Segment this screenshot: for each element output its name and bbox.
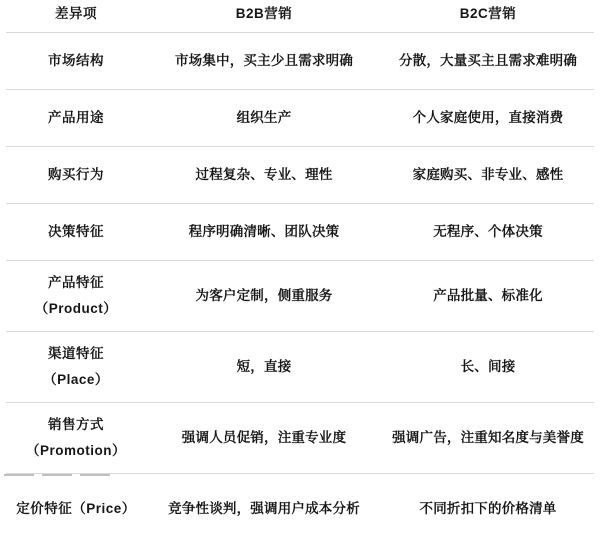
- row-divider: [0, 398, 600, 407]
- divider-line: [0, 85, 600, 94]
- column-header-b2b: B2B营销: [235, 6, 293, 21]
- column-header-b2c: B2C营销: [459, 6, 517, 21]
- footer-dashes: [0, 468, 600, 482]
- row-divider: [0, 327, 600, 336]
- row-b2b-value: 程序明确清晰、团队决策: [188, 223, 340, 239]
- row-b2c-value: 不同折扣下的价格清单: [419, 500, 557, 516]
- dash-mark: [4, 474, 34, 476]
- divider-line: [0, 256, 600, 265]
- row-label: 市场结构: [48, 52, 104, 68]
- row-b2b-value: 市场集中，买主少且需求明确: [174, 52, 354, 68]
- row-divider: [0, 28, 600, 37]
- row-label-sub: （Promotion）: [26, 442, 126, 458]
- table-row: [0, 151, 600, 199]
- row-label: [0, 265, 152, 327]
- row-divider: [0, 85, 600, 94]
- table-row: [0, 208, 600, 256]
- row-b2c-value: 产品批量、标准化: [433, 287, 543, 303]
- row-label: [0, 407, 152, 469]
- row-b2c-value: 个人家庭使用，直接消费: [412, 109, 564, 125]
- table-row: [0, 407, 600, 469]
- row-label: 定价特征（Price）: [16, 500, 136, 516]
- dash-mark: [80, 474, 110, 476]
- row-b2c-value: 分散，大量买主且需求难明确: [398, 52, 578, 68]
- table-header: [0, 0, 600, 28]
- divider-line: [0, 199, 600, 208]
- divider-line: [0, 28, 600, 37]
- row-b2c-value: 家庭购买、非专业、感性: [412, 166, 564, 182]
- row-b2b-value: 短，直接: [236, 358, 292, 374]
- row-label: [0, 336, 152, 398]
- row-b2c-value: 强调广告，注重知名度与美誉度: [392, 429, 584, 445]
- row-label-sub: （Place）: [43, 371, 109, 387]
- table-row: [0, 94, 600, 142]
- table-row: [0, 336, 600, 398]
- row-divider: [0, 256, 600, 265]
- row-label-main: 销售方式: [48, 417, 104, 432]
- row-b2c-value: 无程序、个体决策: [433, 223, 543, 239]
- row-label: 购买行为: [48, 166, 104, 182]
- dash-mark: [42, 474, 72, 476]
- row-label-sub: （Product）: [34, 300, 118, 316]
- row-b2b-value: 为客户定制，侧重服务: [195, 287, 333, 303]
- table-body: [0, 28, 600, 540]
- divider-line: [0, 398, 600, 407]
- divider-line: [0, 327, 600, 336]
- row-b2b-value: 过程复杂、专业、理性: [195, 166, 333, 182]
- column-header-difference: 差异项: [55, 6, 97, 21]
- row-divider: [0, 142, 600, 151]
- row-divider: [0, 199, 600, 208]
- row-b2b-value: 组织生产: [236, 109, 292, 125]
- row-label: 决策特征: [48, 223, 104, 239]
- row-b2b-value: 竞争性谈判，强调用户成本分析: [168, 500, 360, 516]
- row-label: 产品用途: [48, 109, 104, 125]
- row-b2c-value: 长、间接: [460, 358, 516, 374]
- table-header-row: [0, 0, 600, 28]
- table-row: [0, 478, 600, 540]
- divider-line: [0, 142, 600, 151]
- table-row: [0, 265, 600, 327]
- row-label-main: 渠道特征: [48, 346, 104, 361]
- table-row: [0, 37, 600, 85]
- row-b2b-value: 强调人员促销，注重专业度: [181, 429, 347, 445]
- row-label-main: 产品特征: [48, 275, 104, 290]
